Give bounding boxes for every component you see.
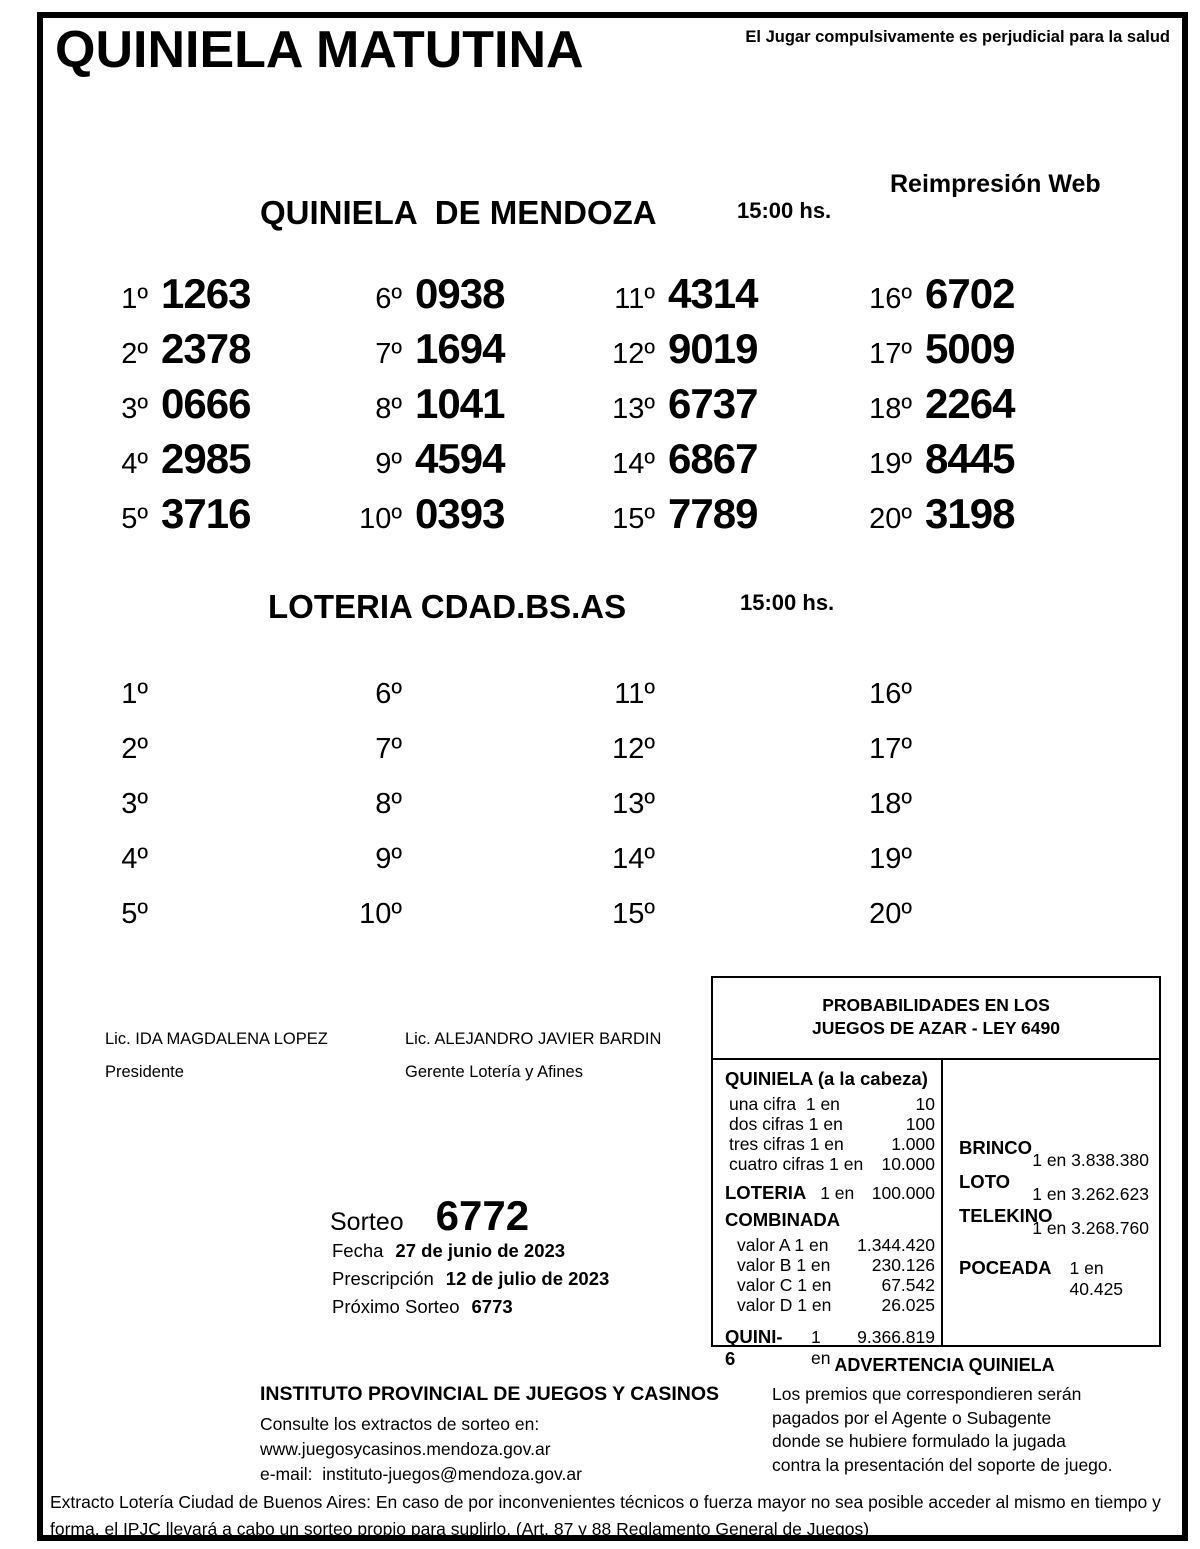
- winning-number: 7789: [668, 490, 758, 537]
- position-label: 1º: [121, 678, 148, 710]
- odds-label: valor C 1 en: [737, 1275, 832, 1295]
- bsas-result-cell: [603, 898, 860, 953]
- bsas-result-cell: [860, 733, 1096, 788]
- winning-number: 6702: [925, 270, 1015, 317]
- position-label: 11º: [614, 678, 655, 710]
- bsas-result-cell: [350, 678, 603, 733]
- mendoza-result-cell: [96, 380, 350, 435]
- official-role: Gerente Lotería y Afines: [405, 1063, 583, 1081]
- footer-line: forma, el IPJC llevará a cabo un sorteo propio para suplirlo. (Art. 87 y 88 Reglamento General de Juegos): [50, 1519, 870, 1539]
- position-label: 17º: [869, 338, 912, 370]
- odds-label: cuatro cifras 1 en: [729, 1154, 864, 1174]
- mendoza-result-cell: [860, 490, 1096, 545]
- loteria-odds-value: 100.000: [871, 1183, 935, 1203]
- winning-number: 4594: [415, 435, 505, 482]
- bsas-result-cell: [350, 843, 603, 898]
- position-label: 1º: [121, 283, 148, 315]
- institute-block: [260, 1383, 719, 1487]
- advertencia-line: contra la presentación del soporte de juego.: [772, 1454, 1113, 1475]
- loteria-odds-row: [725, 1182, 935, 1204]
- probabilities-left-column: [713, 1060, 943, 1369]
- odds-value: 10: [915, 1094, 935, 1114]
- position-label: 17º: [869, 733, 912, 765]
- winning-number: 2985: [161, 435, 251, 482]
- draw-number-value: 6772: [435, 1192, 530, 1239]
- odds-value: 26.025: [881, 1295, 935, 1315]
- winning-number: 1041: [415, 380, 505, 427]
- prescription-value: 12 de julio de 2023: [445, 1268, 610, 1289]
- next-draw-value: 6773: [471, 1296, 513, 1317]
- mendoza-result-cell: [96, 325, 350, 380]
- bsas-result-cell: [603, 678, 860, 733]
- odds-value: 1.000: [891, 1134, 935, 1154]
- quiniela-odds-header: QUINIELA (a la cabeza): [725, 1068, 928, 1089]
- next-draw-label: Próximo Sorteo: [332, 1296, 460, 1317]
- position-label: 12º: [612, 338, 655, 370]
- position-label: 20º: [869, 898, 912, 930]
- position-label: 12º: [612, 733, 655, 765]
- game-name: TELEKINO: [959, 1205, 1053, 1226]
- bsas-result-cell: [350, 898, 603, 953]
- odds-row: [725, 1154, 935, 1174]
- official-president: [105, 1030, 328, 1082]
- odds-row: [725, 1275, 935, 1295]
- position-label: 13º: [612, 393, 655, 425]
- draw-date-label: Fecha: [332, 1240, 384, 1261]
- position-label: 8º: [375, 788, 402, 820]
- mendoza-result-cell: [96, 435, 350, 490]
- position-label: 15º: [612, 503, 655, 535]
- bsas-result-cell: [96, 678, 350, 733]
- game-name: LOTO: [959, 1171, 1011, 1192]
- footer-note: [50, 1489, 1175, 1543]
- institute-consult-line: Consulte los extractos de sorteo en:: [260, 1414, 540, 1434]
- official-manager: [405, 1030, 661, 1082]
- bsas-result-cell: [350, 788, 603, 843]
- institute-name: INSTITUTO PROVINCIAL DE JUEGOS Y CASINOS: [260, 1383, 720, 1405]
- probabilities-title-line1: PROBABILIDADES EN LOS: [822, 995, 1050, 1015]
- telekino-odds: [959, 1206, 1149, 1238]
- bsas-result-cell: [860, 678, 1096, 733]
- position-label: 6º: [375, 678, 402, 710]
- game-odds-value: 1 en 40.425: [1069, 1258, 1124, 1299]
- game-odds-value: 1 en 3.268.760: [1032, 1218, 1149, 1238]
- winning-number: 6737: [668, 380, 758, 427]
- loto-odds: [959, 1172, 1149, 1204]
- odds-label: valor D 1 en: [737, 1295, 832, 1315]
- winning-number: 9019: [668, 325, 758, 372]
- position-label: 10º: [359, 503, 402, 535]
- position-label: 11º: [614, 283, 655, 315]
- institute-website: www.juegosycasinos.mendoza.gov.ar: [260, 1439, 551, 1459]
- mendoza-result-cell: [603, 490, 860, 545]
- odds-value: 100: [905, 1114, 935, 1134]
- probabilities-right-column: [943, 1060, 1159, 1347]
- bsas-result-cell: [603, 733, 860, 788]
- mendoza-results-grid: [96, 270, 1096, 545]
- bsas-result-cell: [860, 788, 1096, 843]
- combinada-odds-rows: [725, 1235, 935, 1315]
- draw-date-row: [332, 1240, 565, 1262]
- mendoza-draw-time: 15:00 hs.: [737, 198, 832, 223]
- position-label: 8º: [375, 393, 402, 425]
- bsas-results-grid: [96, 678, 1096, 953]
- quini6-label: QUINI-6: [725, 1326, 783, 1369]
- position-label: 20º: [869, 503, 912, 535]
- mendoza-result-cell: [96, 490, 350, 545]
- bsas-result-cell: [96, 788, 350, 843]
- mendoza-result-cell: [603, 380, 860, 435]
- mendoza-result-cell: [350, 270, 603, 325]
- game-name: BRINCO: [959, 1137, 1032, 1158]
- bsas-result-cell: [96, 843, 350, 898]
- bsas-result-cell: [603, 843, 860, 898]
- winning-number: 0666: [161, 380, 251, 427]
- advertencia-line: Los premios que correspondieren serán: [772, 1384, 1082, 1404]
- odds-row: [725, 1295, 935, 1315]
- odds-row: [725, 1114, 935, 1134]
- quini6-odds-mid: 1 en: [811, 1327, 831, 1368]
- odds-row: [725, 1134, 935, 1154]
- winning-number: 6867: [668, 435, 758, 482]
- prescription-row: [332, 1268, 609, 1290]
- draw-date-value: 27 de junio de 2023: [395, 1240, 566, 1261]
- mendoza-result-cell: [860, 380, 1096, 435]
- position-label: 3º: [121, 393, 148, 425]
- mendoza-result-cell: [350, 325, 603, 380]
- position-label: 10º: [359, 898, 402, 930]
- odds-label: valor B 1 en: [737, 1255, 831, 1275]
- position-label: 16º: [869, 678, 912, 710]
- odds-label: tres cifras 1 en: [729, 1134, 844, 1154]
- mendoza-result-cell: [860, 435, 1096, 490]
- loteria-label: LOTERIA: [725, 1182, 807, 1203]
- position-label: 4º: [121, 448, 148, 480]
- odds-label: una cifra 1 en: [729, 1094, 840, 1114]
- draw-number-label: Sorteo: [330, 1208, 404, 1236]
- bsas-result-cell: [96, 898, 350, 953]
- position-label: 13º: [612, 788, 655, 820]
- bsas-result-cell: [603, 788, 860, 843]
- position-label: 16º: [869, 283, 912, 315]
- official-name: Lic. ALEJANDRO JAVIER BARDIN: [405, 1030, 662, 1048]
- mendoza-result-cell: [860, 325, 1096, 380]
- odds-value: 1.344.420: [857, 1235, 935, 1255]
- advertencia-line: pagados por el Agente o Subagente: [772, 1407, 1052, 1428]
- reprint-web-label: Reimpresión Web: [890, 170, 1101, 198]
- poceada-odds: [959, 1258, 1149, 1300]
- odds-row: [725, 1235, 935, 1255]
- mendoza-section-title: QUINIELA DE MENDOZA: [260, 194, 657, 231]
- winning-number: 1694: [415, 325, 505, 372]
- odds-value: 10.000: [881, 1154, 935, 1174]
- odds-label: dos cifras 1 en: [729, 1114, 843, 1134]
- mendoza-result-cell: [860, 270, 1096, 325]
- position-label: 7º: [375, 338, 402, 370]
- mendoza-result-cell: [603, 270, 860, 325]
- odds-value: 230.126: [871, 1255, 935, 1275]
- winning-number: 0393: [415, 490, 505, 537]
- footer-line: Extracto Lotería Ciudad de Buenos Aires: En caso de por inconvenientes técnicos o fuerza mayor no sea posible acceder al mismo en tiempo y: [50, 1492, 1161, 1512]
- position-label: 14º: [612, 448, 655, 480]
- mendoza-result-cell: [350, 490, 603, 545]
- probabilities-title: [713, 978, 1159, 1060]
- winning-number: 2264: [925, 380, 1015, 427]
- mendoza-result-cell: [603, 435, 860, 490]
- position-label: 15º: [612, 898, 655, 930]
- winning-number: 0938: [415, 270, 505, 317]
- official-name: Lic. IDA MAGDALENA LOPEZ: [105, 1030, 328, 1048]
- bsas-result-cell: [860, 898, 1096, 953]
- position-label: 6º: [375, 283, 402, 315]
- bsas-result-cell: [350, 733, 603, 788]
- mendoza-result-cell: [96, 270, 350, 325]
- health-warning: El Jugar compulsivamente es perjudicial para la salud: [745, 28, 1170, 46]
- bsas-result-cell: [96, 733, 350, 788]
- winning-number: 4314: [668, 270, 758, 317]
- institute-email: e-mail: instituto-juegos@mendoza.gov.ar: [260, 1464, 582, 1484]
- position-label: 18º: [869, 393, 912, 425]
- winning-number: 3716: [161, 490, 251, 537]
- odds-label: valor A 1 en: [737, 1235, 829, 1255]
- advertencia-title: ADVERTENCIA QUINIELA: [834, 1355, 1055, 1375]
- brinco-odds: [959, 1138, 1149, 1170]
- mendoza-result-cell: [603, 325, 860, 380]
- bsas-section-title: LOTERIA CDAD.BS.AS: [268, 588, 627, 625]
- winning-number: 3198: [925, 490, 1015, 537]
- position-label: 14º: [612, 843, 655, 875]
- position-label: 9º: [375, 448, 402, 480]
- position-label: 2º: [121, 338, 148, 370]
- position-label: 5º: [121, 503, 148, 535]
- position-label: 5º: [121, 898, 148, 930]
- quini6-odds-value: 9.366.819: [857, 1327, 935, 1347]
- position-label: 4º: [121, 843, 148, 875]
- winning-number: 5009: [925, 325, 1015, 372]
- bsas-draw-time: 15:00 hs.: [740, 590, 835, 615]
- document-title: QUINIELA MATUTINA: [55, 21, 584, 79]
- game-name: POCEADA: [959, 1257, 1052, 1278]
- position-label: 19º: [869, 448, 912, 480]
- combinada-odds-header: COMBINADA: [725, 1209, 841, 1230]
- probabilities-title-line2: JUEGOS DE AZAR - LEY 6490: [812, 1018, 1060, 1038]
- quiniela-odds-rows: [725, 1094, 935, 1174]
- winning-number: 2378: [161, 325, 251, 372]
- next-draw-row: [332, 1296, 513, 1318]
- prescription-label: Prescripción: [332, 1268, 434, 1289]
- mendoza-result-cell: [350, 380, 603, 435]
- advertencia-block: [772, 1355, 1117, 1477]
- bsas-result-cell: [860, 843, 1096, 898]
- winning-number: 8445: [925, 435, 1015, 482]
- official-role: Presidente: [105, 1063, 184, 1081]
- position-label: 19º: [869, 843, 912, 875]
- game-odds-value: 1 en 3.838.380: [1032, 1150, 1149, 1170]
- odds-row: [725, 1255, 935, 1275]
- draw-number-row: [330, 1192, 529, 1240]
- odds-value: 67.542: [881, 1275, 935, 1295]
- advertencia-lines: [772, 1383, 1117, 1477]
- position-label: 7º: [375, 733, 402, 765]
- mendoza-result-cell: [350, 435, 603, 490]
- loteria-odds-mid: 1 en: [820, 1183, 855, 1203]
- game-odds-value: 1 en 3.262.623: [1032, 1184, 1149, 1204]
- position-label: 3º: [121, 788, 148, 820]
- position-label: 18º: [869, 788, 912, 820]
- advertencia-line: donde se hubiere formulado la jugada: [772, 1431, 1066, 1451]
- odds-row: [725, 1094, 935, 1114]
- position-label: 9º: [375, 843, 402, 875]
- position-label: 2º: [121, 733, 148, 765]
- winning-number: 1263: [161, 270, 251, 317]
